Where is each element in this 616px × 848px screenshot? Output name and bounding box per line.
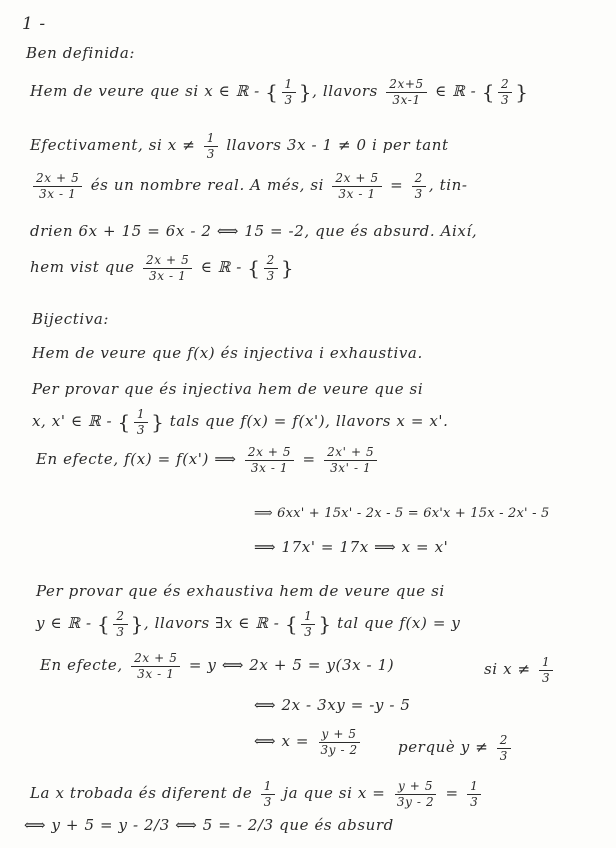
ben-definida-drien: drien 6x + 15 = 6x - 2 ⟺ 15 = -2, que és absurd. Així, [30, 222, 478, 240]
text: Hem de veure que si x ∈ ℝ - [30, 82, 266, 101]
fraction: $\frac{2x+5}{3x-1}$ [386, 78, 427, 106]
exhaustiva-condition: si x ≠ $\frac{1}{3}$ [484, 656, 556, 684]
exhaustiva-line3: En efecte, $\frac{2x + 5}{3x - 1}$ = y ⟺ 2x + 5 = y(3x - 1) [40, 651, 395, 681]
page-number: 1 - [22, 14, 46, 34]
ben-definida-real: $\frac{2x + 5}{3x - 1}$ és un nombre real. A més, si $\frac{2x + 5}{3x - 1}$ = $\frac{2}{3}$ , tin- [30, 172, 468, 200]
exhaustiva-line1: Per provar que és exhaustiva hem de veure que si [36, 582, 445, 600]
bijectiva-line1: Hem de veure que f(x) és injectiva i exhaustiva. [32, 344, 423, 362]
brace: } [298, 80, 313, 105]
fraction: $\frac{1}{3}$ [282, 78, 296, 106]
bijectiva-line3: x, x' ∈ ℝ - { $\frac{1}{3}$ } tals que f(x) = f(x'), llavors x = x'. [32, 407, 449, 437]
exhaustiva-line7: ⟺ y + 5 = y - 2/3 ⟺ 5 = - 2/3 que és absurd [24, 816, 394, 834]
bijectiva-line2: Per provar que és injectiva hem de veure que si [32, 380, 424, 398]
bijectiva-line6: ⟹ 17x' = 17x ⟹ x = x' [254, 538, 449, 556]
text: , llavors [312, 82, 384, 101]
exhaustiva-line4: ⟺ 2x - 3xy = -y - 5 [254, 696, 411, 714]
exhaustiva-line5: ⟺ x = $\frac{y + 5}{3y - 2}$ [254, 727, 358, 757]
ben-definida-vist: hem vist que $\frac{2x + 5}{3x - 1}$ ∈ ℝ - { $\frac{2}{3}$ } [30, 253, 295, 283]
exhaustiva-perque: perquè y ≠ $\frac{2}{3}$ [398, 734, 514, 762]
bijectiva-line5: ⟹ 6xx' + 15x' - 2x - 5 = 6x'x + 15x - 2x' - 5 [254, 506, 550, 521]
exhaustiva-line6: La x trobada és diferent de $\frac{1}{3}$ ja que si x = $\frac{y + 5}{3y - 2}$ = $\frac{1}{3}$ [30, 780, 484, 808]
text: ∈ ℝ - [429, 82, 482, 101]
section-heading-ben-definida: Ben definida: [26, 44, 136, 62]
ben-definida-efectivament: Efectivament, si x ≠ $\frac{1}{3}$ llavors 3x - 1 ≠ 0 i per tant [30, 131, 449, 161]
bijectiva-line4: En efecte, f(x) = f(x') ⟹ $\frac{2x + 5}{3x - 1}$ = $\frac{2x' + 5}{3x' - 1}$ [36, 446, 380, 474]
brace: { [265, 80, 279, 105]
ben-definida-intro: Hem de veure que si x ∈ ℝ - { $\frac{1}{3}$ }, llavors $\frac{2x+5}{3x-1}$ ∈ ℝ - { $\frac{2}{3}$ } [30, 77, 529, 107]
section-heading-bijectiva: Bijectiva: [32, 310, 110, 328]
exhaustiva-line2: y ∈ ℝ - { $\frac{2}{3}$ }, llavors ∃x ∈ ℝ - { $\frac{1}{3}$ } tal que f(x) = y [36, 609, 461, 639]
